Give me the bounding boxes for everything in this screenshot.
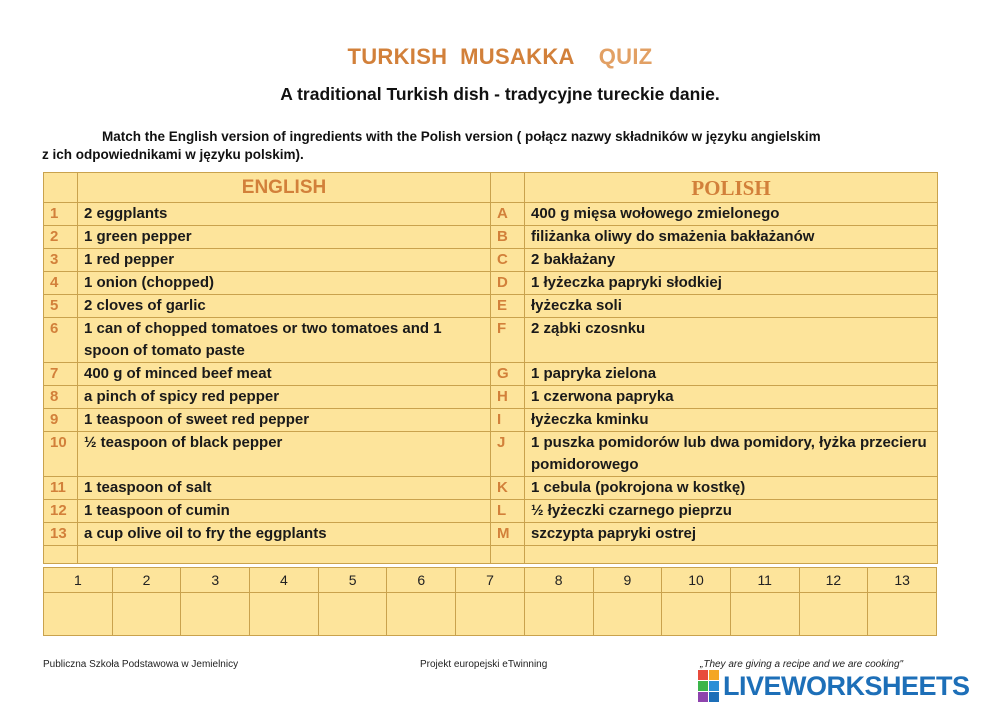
row-polish: 1 papryka zielona bbox=[525, 363, 938, 386]
answer-box[interactable] bbox=[456, 593, 525, 636]
row-letter: K bbox=[491, 477, 525, 500]
answer-boxes-row bbox=[44, 593, 937, 636]
table-row bbox=[44, 272, 938, 295]
answer-box[interactable] bbox=[387, 593, 456, 636]
instructions-line1: Match the English version of ingredients with the Polish version ( połącz nazwy składników w języku angielskim bbox=[102, 129, 821, 144]
row-number: 4 bbox=[44, 272, 78, 295]
row-number: 2 bbox=[44, 226, 78, 249]
table-row bbox=[44, 477, 938, 500]
row-english: 1 green pepper bbox=[78, 226, 491, 249]
row-letter: M bbox=[491, 523, 525, 546]
instructions bbox=[42, 128, 942, 164]
table-row bbox=[44, 295, 938, 318]
row-number: 13 bbox=[44, 523, 78, 546]
ingredients-table bbox=[43, 172, 938, 564]
row-letter: E bbox=[491, 295, 525, 318]
header-blank-2 bbox=[491, 173, 525, 203]
table-row bbox=[44, 203, 938, 226]
row-polish: filiżanka oliwy do smażenia bakłażanów bbox=[525, 226, 938, 249]
answer-number: 4 bbox=[250, 568, 319, 593]
answer-grid bbox=[43, 567, 937, 636]
table-spacer-row bbox=[44, 546, 938, 564]
answer-box[interactable] bbox=[799, 593, 868, 636]
answer-numbers-row bbox=[44, 568, 937, 593]
row-letter: H bbox=[491, 386, 525, 409]
answer-number: 1 bbox=[44, 568, 113, 593]
row-number: 5 bbox=[44, 295, 78, 318]
table-header-row bbox=[44, 173, 938, 203]
row-number: 11 bbox=[44, 477, 78, 500]
row-polish: ½ łyżeczki czarnego pieprzu bbox=[525, 500, 938, 523]
answer-box[interactable] bbox=[593, 593, 662, 636]
answer-box[interactable] bbox=[44, 593, 113, 636]
answer-number: 12 bbox=[799, 568, 868, 593]
row-letter: F bbox=[491, 318, 525, 363]
table-row bbox=[44, 523, 938, 546]
row-number: 6 bbox=[44, 318, 78, 363]
row-english: 2 cloves of garlic bbox=[78, 295, 491, 318]
row-number: 9 bbox=[44, 409, 78, 432]
row-polish: szczypta papryki ostrej bbox=[525, 523, 938, 546]
answer-box[interactable] bbox=[662, 593, 731, 636]
row-polish: 1 czerwona papryka bbox=[525, 386, 938, 409]
row-english: 1 onion (chopped) bbox=[78, 272, 491, 295]
row-polish: łyżeczka soli bbox=[525, 295, 938, 318]
row-letter: D bbox=[491, 272, 525, 295]
row-polish: łyżeczka kminku bbox=[525, 409, 938, 432]
row-english: 400 g of minced beef meat bbox=[78, 363, 491, 386]
logo-wordmark: LIVEWORKSHEETS bbox=[723, 670, 970, 701]
row-english: 1 red pepper bbox=[78, 249, 491, 272]
row-letter: G bbox=[491, 363, 525, 386]
row-english: a pinch of spicy red pepper bbox=[78, 386, 491, 409]
row-english: 1 can of chopped tomatoes or two tomatoes and 1 spoon of tomato paste bbox=[78, 318, 491, 363]
row-polish: 2 ząbki czosnku bbox=[525, 318, 938, 363]
answer-number: 9 bbox=[593, 568, 662, 593]
footer-school: Publiczna Szkoła Podstawowa w Jemielnicy bbox=[43, 659, 239, 670]
row-letter: A bbox=[491, 203, 525, 226]
row-english: 2 eggplants bbox=[78, 203, 491, 226]
row-letter: L bbox=[491, 500, 525, 523]
row-number: 10 bbox=[44, 432, 78, 477]
logo-tiles-icon bbox=[698, 670, 719, 702]
answer-box[interactable] bbox=[318, 593, 387, 636]
row-polish: 400 g mięsa wołowego zmielonego bbox=[525, 203, 938, 226]
row-letter: I bbox=[491, 409, 525, 432]
row-number: 3 bbox=[44, 249, 78, 272]
answer-number: 13 bbox=[868, 568, 937, 593]
header-blank-1 bbox=[44, 173, 78, 203]
answer-number: 10 bbox=[662, 568, 731, 593]
row-letter: C bbox=[491, 249, 525, 272]
row-number: 1 bbox=[44, 203, 78, 226]
answer-box[interactable] bbox=[181, 593, 250, 636]
title-quiz: QUIZ bbox=[598, 44, 653, 69]
answer-number: 2 bbox=[112, 568, 181, 593]
table-row bbox=[44, 226, 938, 249]
answer-number: 7 bbox=[456, 568, 525, 593]
answer-number: 5 bbox=[318, 568, 387, 593]
header-polish: POLISH bbox=[525, 173, 938, 203]
footer-motto: „They are giving a recipe and we are cooking" bbox=[700, 659, 904, 670]
answer-box[interactable] bbox=[250, 593, 319, 636]
row-polish: 2 bakłażany bbox=[525, 249, 938, 272]
answer-box[interactable] bbox=[524, 593, 593, 636]
row-letter: J bbox=[491, 432, 525, 477]
table-row bbox=[44, 409, 938, 432]
row-number: 12 bbox=[44, 500, 78, 523]
answer-number: 11 bbox=[730, 568, 799, 593]
title-main: TURKISH MUSAKKA bbox=[347, 44, 575, 69]
row-english: ½ teaspoon of black pepper bbox=[78, 432, 491, 477]
table-row bbox=[44, 386, 938, 409]
footer-project: Projekt europejski eTwinning bbox=[420, 659, 548, 670]
row-english: a cup olive oil to fry the eggplants bbox=[78, 523, 491, 546]
row-number: 8 bbox=[44, 386, 78, 409]
row-english: 1 teaspoon of sweet red pepper bbox=[78, 409, 491, 432]
row-english: 1 teaspoon of cumin bbox=[78, 500, 491, 523]
table-row bbox=[44, 318, 938, 363]
answer-number: 3 bbox=[181, 568, 250, 593]
answer-number: 8 bbox=[524, 568, 593, 593]
row-letter: B bbox=[491, 226, 525, 249]
answer-box[interactable] bbox=[730, 593, 799, 636]
answer-number: 6 bbox=[387, 568, 456, 593]
row-polish: 1 puszka pomidorów lub dwa pomidory, łyżka przecieru pomidorowego bbox=[525, 432, 938, 477]
row-polish: 1 łyżeczka papryki słodkiej bbox=[525, 272, 938, 295]
liveworksheets-logo bbox=[698, 671, 970, 701]
table-row bbox=[44, 432, 938, 477]
answer-box[interactable] bbox=[112, 593, 181, 636]
row-polish: 1 cebula (pokrojona w kostkę) bbox=[525, 477, 938, 500]
page-subtitle: A traditional Turkish dish - tradycyjne tureckie danie. bbox=[280, 84, 720, 104]
page-title bbox=[0, 44, 1000, 70]
row-english: 1 teaspoon of salt bbox=[78, 477, 491, 500]
instructions-line2: z ich odpowiednikami w języku polskim). bbox=[42, 147, 304, 162]
header-english: ENGLISH bbox=[78, 173, 491, 203]
answer-box[interactable] bbox=[868, 593, 937, 636]
row-number: 7 bbox=[44, 363, 78, 386]
table-row bbox=[44, 249, 938, 272]
table-row bbox=[44, 500, 938, 523]
table-row bbox=[44, 363, 938, 386]
